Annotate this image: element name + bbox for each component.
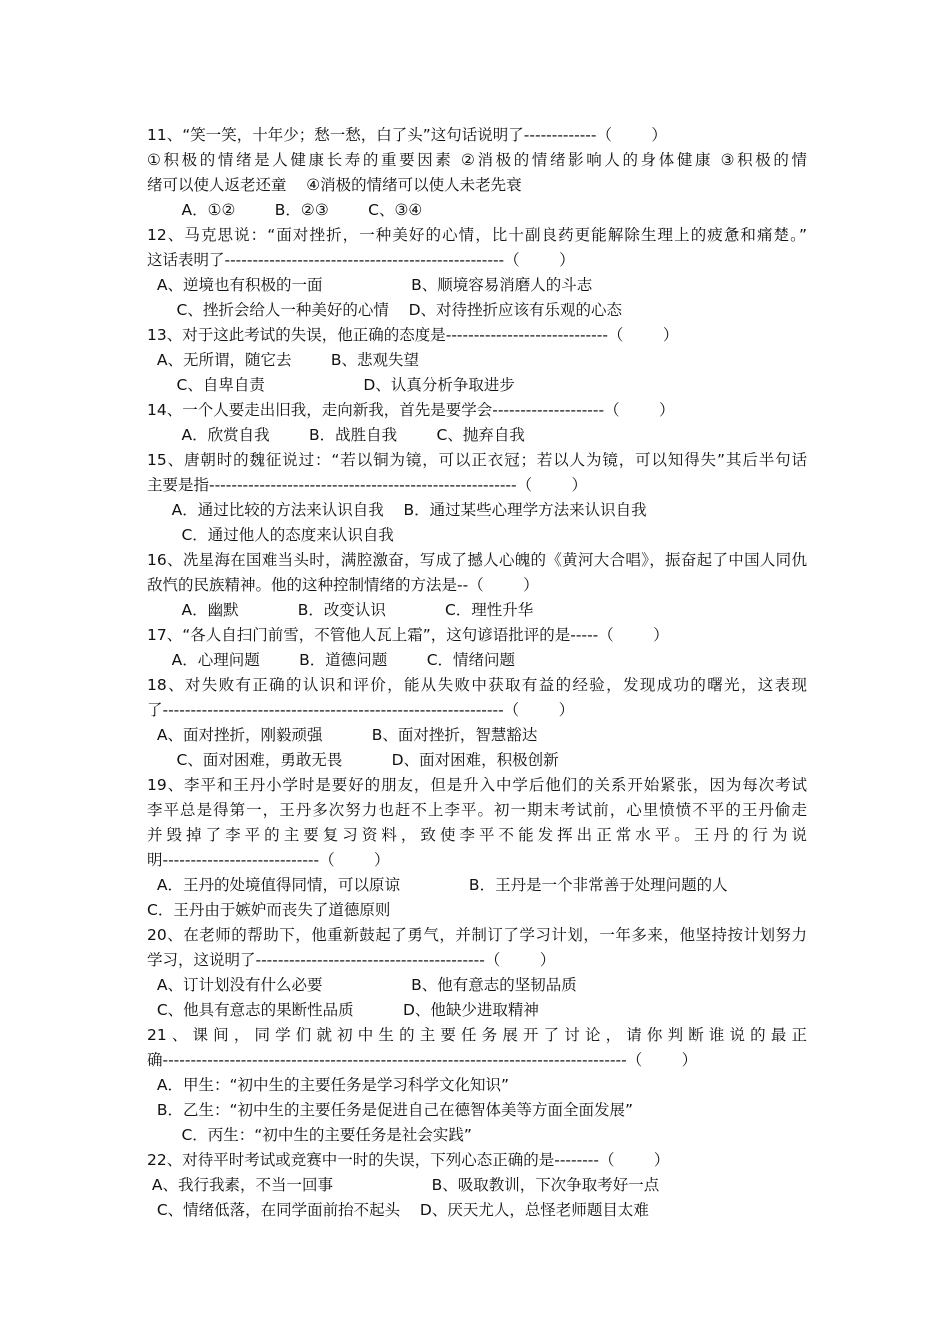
question-19-stem-line4: 明----------------------------（ ） <box>147 851 390 869</box>
question-21-option-b: B．乙生：“初中生的主要任务是促进自己在德智体美等方面全面发展” <box>147 1101 634 1119</box>
question-18-stem: 18、对失败有正确的认识和评价，能从失败中获取有益的经验，发现成功的曙光，这表现 <box>147 676 807 694</box>
question-19-stem: 19、李平和王丹小学时是要好的朋友，但是升入中学后他们的关系开始紧张，因为每次考试 <box>147 776 807 794</box>
question-13-stem: 13、对于这此考试的失误，他正确的态度是-----------------------------（ ） <box>147 326 679 344</box>
question-16-stem: 16、冼星海在国难当头时，满腔激奋，写成了撼人心魄的《黄河大合唱》，振奋起了中国人同仇 <box>147 551 807 569</box>
question-11-stem: 11、“笑一笑，十年少；愁一愁，白了头”这句话说明了-------------（ ） <box>147 126 667 144</box>
question-12-stem: 12、马克思说：“面对挫折，一种美好的心情，比十副良药更能解除生理上的疲惫和痛楚。” <box>147 226 807 244</box>
question-12-options-cd: C、挫折会给人一种美好的心情 D、对待挫折应该有乐观的心态 <box>147 301 623 319</box>
question-22-options-cd: C、情绪低落，在同学面前抬不起头 D、厌天尤人，总怪老师题目太难 <box>147 1201 649 1219</box>
question-15-stem-cont: 主要是指-------------------------------------------------------（ ） <box>147 476 588 494</box>
question-19-stem-line2: 李平总是得第一，王丹多次努力也赶不上李平。初一期末考试前，心里愤愤不平的王丹偷走 <box>147 801 807 819</box>
question-12-options-ab: A、逆境也有积极的一面 B、顺境容易消磨人的斗志 <box>147 276 593 294</box>
question-11-statements-cont: 绪可以使人返老还童 ④消极的情绪可以使人未老先衰 <box>147 176 522 194</box>
question-21-stem: 21、课间，同学们就初中生的主要任务展开了讨论，请你判断谁说的最正 <box>147 1026 807 1044</box>
question-14-stem: 14、一个人要走出旧我，走向新我，首先是要学会--------------------（ ） <box>147 401 675 419</box>
question-20-options-ab: A、订计划没有什么必要 B、他有意志的坚韧品质 <box>147 976 577 994</box>
question-21-option-c: C．丙生：“初中生的主要任务是社会实践” <box>147 1126 472 1144</box>
question-13-options-ab: A、无所谓，随它去 B、悲观失望 <box>147 351 420 369</box>
question-20-stem: 20、在老师的帮助下，他重新鼓起了勇气，并制订了学习计划，一年多来，他坚持按计划努力 <box>147 926 807 944</box>
question-18-options-ab: A、面对挫折，刚毅顽强 B、面对挫折，智慧豁达 <box>147 726 538 744</box>
question-11-statements: ①积极的情绪是人健康长寿的重要因素 ②消极的情绪影响人的身体健康 ③积极的情 <box>147 151 807 169</box>
question-22-options-ab: A、我行我素，不当一回事 B、吸取教训，下次争取考好一点 <box>147 1176 660 1194</box>
question-18-stem-cont: 了-------------------------------------------------------------（ ） <box>147 701 575 719</box>
question-19-stem-line3: 并毁掉了李平的主要复习资料，致使李平不能发挥出正常水平。王丹的行为说 <box>147 826 807 844</box>
question-21-option-a: A．甲生：“初中生的主要任务是学习科学文化知识” <box>147 1076 510 1094</box>
question-19-options-c: C．王丹由于嫉妒而丧失了道德原则 <box>147 901 391 919</box>
question-17-stem: 17、“各人自扫门前雪，不管他人瓦上霜”，这句谚语批评的是-----（ ） <box>147 626 669 644</box>
question-15-options-ab: A．通过比较的方法来认识自我 B．通过某些心理学方法来认识自我 <box>147 501 647 519</box>
question-12-stem-cont: 这话表明了--------------------------------------------------（ ） <box>147 251 575 269</box>
question-16-stem-cont: 敌忾的民族精神。他的这种控制情绪的方法是--（ ） <box>147 576 539 594</box>
question-11-options: A．①② B．②③ C、③④ <box>147 201 423 219</box>
question-21-stem-cont: 确-----------------------------------------------------------------------------------（ ） <box>147 1051 698 1069</box>
question-15-options-c: C．通过他人的态度来认识自我 <box>147 526 394 544</box>
question-15-stem: 15、唐朝时的魏征说过：“若以铜为镜，可以正衣冠；若以人为镜，可以知得失”其后半句话 <box>147 451 807 469</box>
question-20-options-cd: C、他具有意志的果断性品质 D、他缺少进取精神 <box>147 1001 539 1019</box>
question-13-options-cd: C、自卑自责 D、认真分析争取进步 <box>147 376 515 394</box>
question-17-options: A．心理问题 B．道德问题 C．情绪问题 <box>147 651 516 669</box>
question-19-options-ab: A．王丹的处境值得同情，可以原谅 B．王丹是一个非常善于处理问题的人 <box>147 876 728 894</box>
question-14-options: A．欣赏自我 B．战胜自我 C、抛弃自我 <box>147 426 525 444</box>
question-20-stem-cont: 学习，这说明了-----------------------------------------（ ） <box>147 951 556 969</box>
question-22-stem: 22、对待平时考试或竞赛中一时的失误，下列心态正确的是--------（ ） <box>147 1151 670 1169</box>
question-16-options: A．幽默 B．改变认识 C．理性升华 <box>147 601 534 619</box>
question-18-options-cd: C、面对困难，勇敢无畏 D、面对困难，积极创新 <box>147 751 559 769</box>
